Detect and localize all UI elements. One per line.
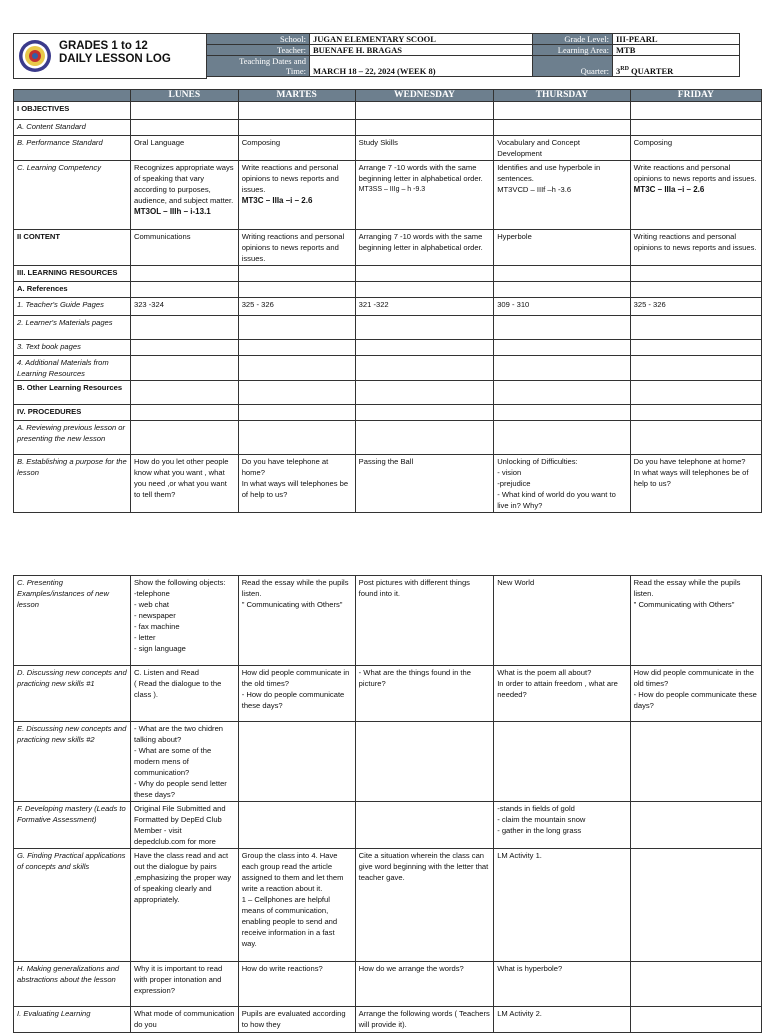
- table-cell: [238, 722, 355, 802]
- table-cell: What is the poem all about? In order to attain freedom , what are needed?: [494, 666, 630, 722]
- learning-resources-row: [14, 266, 762, 282]
- table-cell: Read the essay while the pupils listen. " Communicating with Others": [630, 576, 761, 666]
- table-cell: How do you let other people know what you want , what you need ,or what you want to tell them?: [130, 455, 238, 513]
- teacher-value: BUENAFE H. BRAGAS: [310, 45, 533, 56]
- table-cell: [238, 802, 355, 849]
- other-resources-row: [14, 381, 762, 405]
- day-martes: MARTES: [238, 90, 355, 102]
- table-cell: Group the class into 4. Have each group read the article assigned to them and let them write a reaction about it. 1 – Cellphones are helpful means of communication, enabling people to send and receive information in a fast way.: [238, 849, 355, 962]
- table-cell: Write reactions and personal opinions to news reports and issues. MT3C – IIIa –i – 2.6: [238, 161, 355, 230]
- references-heading: A. References: [14, 282, 131, 298]
- teacher-label: Teacher:: [207, 45, 310, 56]
- table-cell: [494, 722, 630, 802]
- table-cell: Arrange 7 -10 words with the same beginning letter in alphabetical order. MT3SS – IIIg – h -9.3: [355, 161, 494, 230]
- reviewing-label: A. Reviewing previous lesson or presenting the new lesson: [14, 421, 131, 455]
- table-cell: Post pictures with different things found into it.: [355, 576, 494, 666]
- table-cell: Do you have telephone at home? In what ways will telephones be of help to us?: [630, 455, 761, 513]
- table-cell: - What are the two chidren talking about? - What are some of the modern mens of communication? - Why do people send letter these days?: [130, 722, 238, 802]
- table-cell: [355, 802, 494, 849]
- table-cell: New World: [494, 576, 630, 666]
- table-cell: How did people communicate in the old times? - How do people communicate these days?: [238, 666, 355, 722]
- table-cell: Hyperbole: [494, 230, 630, 266]
- corner-cell: [14, 90, 131, 102]
- performance-standard-label: B. Performance Standard: [14, 136, 131, 161]
- table-cell: -stands in fields of gold - claim the mountain snow - gather in the long grass: [494, 802, 630, 849]
- table-cell: How do write reactions?: [238, 962, 355, 1007]
- table-cell: - What are the things found in the picture?: [355, 666, 494, 722]
- table-cell: Writing reactions and personal opinions to news reports and issues.: [238, 230, 355, 266]
- purpose-row: [14, 455, 762, 513]
- discussing-1-label: D. Discussing new concepts and practicing new skills #1: [14, 666, 131, 722]
- learners-materials-label: 2. Learner's Materials pages: [14, 316, 131, 340]
- table-cell: Unlocking of Difficulties: - vision -prejudice - What kind of world do you want to live in? Why?: [494, 455, 630, 513]
- table-cell: Do you have telephone at home? In what ways will telephones be of help to us?: [238, 455, 355, 513]
- textbook-row: [14, 340, 762, 356]
- other-resources-heading: B. Other Learning Resources: [14, 381, 131, 405]
- table-cell: 309 - 310: [494, 298, 630, 316]
- teachers-guide-label: 1. Teacher's Guide Pages: [14, 298, 131, 316]
- table-cell: 325 - 326: [630, 298, 761, 316]
- content-row: [14, 230, 762, 266]
- table-cell: Oral Language: [130, 136, 238, 161]
- school-label: School:: [207, 34, 310, 45]
- table-cell: Writing reactions and personal opinions to news reports and issues.: [630, 230, 761, 266]
- grade-level-value: III-PEARL: [613, 34, 740, 45]
- table-cell: Composing: [630, 136, 761, 161]
- teachers-guide-row: [14, 298, 762, 316]
- generalizations-label: H. Making generalizations and abstractions about the lesson: [14, 962, 131, 1007]
- quarter-label: Quarter:: [533, 56, 613, 77]
- objectives-heading: I OBJECTIVES: [14, 102, 131, 120]
- day-friday: FRIDAY: [630, 90, 761, 102]
- table-cell: Arrange the following words ( Teachers will provide it).: [355, 1007, 494, 1033]
- title-block: [13, 33, 207, 79]
- table-cell: Identifies and use hyperbole in sentences. MT3VCD – IIIf –h -3.6: [494, 161, 630, 230]
- table-cell: What is hyperbole?: [494, 962, 630, 1007]
- learning-area-value: MTB: [613, 45, 740, 56]
- grade-level-label: Grade Level:: [533, 34, 613, 45]
- quarter-value: 3RD QUARTER: [613, 56, 740, 77]
- textbook-label: 3. Text book pages: [14, 340, 131, 356]
- deped-seal-icon: [18, 39, 52, 73]
- table-cell: Original File Submitted and Formatted by DepEd Club Member - visit depedclub.com for more: [130, 802, 238, 849]
- table-cell: LM Activity 2.: [494, 1007, 630, 1033]
- evaluating-row: [14, 1007, 762, 1033]
- table-cell: What mode of communication do you: [130, 1007, 238, 1033]
- header-info-table: [206, 33, 740, 77]
- table-cell: C. Listen and Read ( Read the dialogue to the class ).: [130, 666, 238, 722]
- day-thursday: THURSDAY: [494, 90, 630, 102]
- table-cell: Vocabulary and Concept Development: [494, 136, 630, 161]
- table-cell: How did people communicate in the old times? - How do people communicate these days?: [630, 666, 761, 722]
- performance-standard-row: [14, 136, 762, 161]
- table-cell: How do we arrange the words?: [355, 962, 494, 1007]
- table-cell: LM Activity 1.: [494, 849, 630, 962]
- presenting-label: C. Presenting Examples/instances of new lesson: [14, 576, 131, 666]
- table-cell: Communications: [130, 230, 238, 266]
- table-cell: [630, 722, 761, 802]
- presenting-row: [14, 576, 762, 666]
- content-heading: II CONTENT: [14, 230, 131, 266]
- learners-materials-row: [14, 316, 762, 340]
- table-cell: 325 - 326: [238, 298, 355, 316]
- lesson-log-header: [13, 33, 742, 79]
- discussing-1-row: [14, 666, 762, 722]
- lesson-log-table-page1: [13, 89, 762, 513]
- document-title: GRADES 1 to 12 DAILY LESSON LOG: [59, 40, 171, 65]
- practical-applications-label: G. Finding Practical applications of concepts and skills: [14, 849, 131, 962]
- content-standard-row: [14, 120, 762, 136]
- table-cell: [630, 1007, 761, 1033]
- objectives-row: [14, 102, 762, 120]
- generalizations-row: [14, 962, 762, 1007]
- day-wednesday: WEDNESDAY: [355, 90, 494, 102]
- table-cell: Cite a situation wherein the class can give word beginning with the letter that teacher gave.: [355, 849, 494, 962]
- learning-resources-heading: III. LEARNING RESOURCES: [14, 266, 131, 282]
- learning-area-label: Learning Area:: [533, 45, 613, 56]
- table-cell: Read the essay while the pupils listen. " Communicating with Others": [238, 576, 355, 666]
- table-cell: 323 -324: [130, 298, 238, 316]
- table-cell: Arranging 7 -10 words with the same beginning letter in alphabetical order.: [355, 230, 494, 266]
- table-cell: Have the class read and act out the dialogue by pairs ,emphasizing the proper way of speaking clearly and appropriately.: [130, 849, 238, 962]
- table-cell: [630, 962, 761, 1007]
- teaching-dates-value: MARCH 18 – 22, 2024 (WEEK 8): [310, 56, 533, 77]
- day-header-row: [14, 90, 762, 102]
- evaluating-label: I. Evaluating Learning: [14, 1007, 131, 1033]
- procedures-heading: IV. PROCEDURES: [14, 405, 131, 421]
- table-cell: Show the following objects: -telephone - web chat - newspaper - fax machine - letter - sign language: [130, 576, 238, 666]
- table-cell: [355, 722, 494, 802]
- table-cell: [630, 849, 761, 962]
- table-cell: Composing: [238, 136, 355, 161]
- additional-materials-label: 4. Additional Materials from Learning Resources: [14, 356, 131, 381]
- procedures-row: [14, 405, 762, 421]
- developing-mastery-row: [14, 802, 762, 849]
- table-cell: Pupils are evaluated according to how they: [238, 1007, 355, 1033]
- practical-applications-row: [14, 849, 762, 962]
- school-value: JUGAN ELEMENTARY SCOOL: [310, 34, 533, 45]
- purpose-label: B. Establishing a purpose for the lesson: [14, 455, 131, 513]
- discussing-2-row: [14, 722, 762, 802]
- table-cell: Why it is important to read with proper intonation and expression?: [130, 962, 238, 1007]
- table-cell: Passing the Ball: [355, 455, 494, 513]
- additional-materials-row: [14, 356, 762, 381]
- content-standard-label: A. Content Standard: [14, 120, 131, 136]
- developing-mastery-label: F. Developing mastery (Leads to Formative Assessment): [14, 802, 131, 849]
- table-cell: Write reactions and personal opinions to news reports and issues. MT3C – IIIa –i – 2.6: [630, 161, 761, 230]
- table-cell: Study Skills: [355, 136, 494, 161]
- lesson-log-table-page2: [13, 575, 762, 1033]
- day-lunes: LUNES: [130, 90, 238, 102]
- table-cell: [630, 802, 761, 849]
- table-cell: 321 -322: [355, 298, 494, 316]
- discussing-2-label: E. Discussing new concepts and practicing new skills #2: [14, 722, 131, 802]
- reviewing-row: [14, 421, 762, 455]
- learning-competency-label: C. Learning Competency: [14, 161, 131, 230]
- references-row: [14, 282, 762, 298]
- learning-competency-row: [14, 161, 762, 230]
- table-cell: Recognizes appropriate ways of speaking that vary according to purposes, audience, and subject matter. MT3OL – IIIh – i-13.1: [130, 161, 238, 230]
- teaching-dates-label: Teaching Dates and Time:: [207, 56, 310, 77]
